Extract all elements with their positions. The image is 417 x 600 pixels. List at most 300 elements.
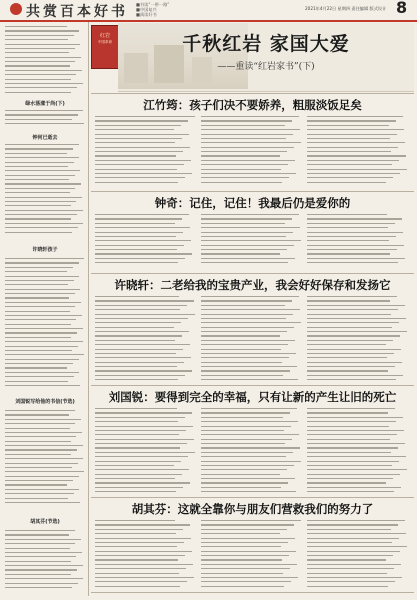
text-line xyxy=(5,74,76,75)
text-line xyxy=(307,296,397,297)
text-line xyxy=(5,458,83,459)
text-line xyxy=(201,443,285,444)
text-line xyxy=(5,454,71,455)
text-line xyxy=(5,114,78,115)
text-line xyxy=(95,227,190,228)
text-line xyxy=(95,474,182,475)
text-line xyxy=(201,366,297,367)
text-line xyxy=(201,182,282,183)
text-line xyxy=(5,44,80,45)
text-line xyxy=(201,417,283,418)
text-line xyxy=(307,240,389,241)
text-line xyxy=(307,331,407,332)
text-line xyxy=(5,372,79,373)
text-line xyxy=(5,166,68,167)
sidebar-box xyxy=(3,394,87,512)
issue-meta: 2021年4月22日 星期四 责任编辑 版式设计 xyxy=(305,6,387,11)
text-line xyxy=(307,262,398,263)
text-line xyxy=(5,192,70,193)
text-line xyxy=(201,379,298,380)
article-headline: 刘国锐：要得到完全的幸福，只有让新的产生让旧的死亡 xyxy=(108,390,397,404)
text-line xyxy=(201,426,291,427)
text-line xyxy=(201,478,295,479)
text-line xyxy=(307,142,405,143)
text-line xyxy=(5,201,76,202)
book-cover-image xyxy=(91,25,119,69)
text-line xyxy=(307,520,405,521)
text-line xyxy=(5,530,75,531)
text-line xyxy=(95,447,180,448)
text-line xyxy=(307,177,393,178)
text-line xyxy=(201,335,280,336)
text-line xyxy=(201,125,285,126)
text-line xyxy=(307,482,386,483)
text-line xyxy=(307,564,401,565)
text-line xyxy=(201,452,293,453)
text-line xyxy=(307,375,403,376)
text-line xyxy=(201,487,281,488)
text-line xyxy=(5,561,71,562)
text-line xyxy=(95,375,185,376)
text-line xyxy=(201,160,295,161)
text-line xyxy=(201,142,301,143)
article xyxy=(91,497,414,593)
text-line xyxy=(201,482,288,483)
text-line xyxy=(307,125,389,126)
text-line xyxy=(5,258,84,259)
text-line xyxy=(201,155,280,156)
text-line xyxy=(95,349,183,350)
text-line xyxy=(5,436,76,437)
text-line xyxy=(307,253,390,254)
book-cover-subtitle: 中国革命 xyxy=(98,40,112,44)
text-line xyxy=(5,315,82,316)
text-line xyxy=(201,322,301,323)
text-line xyxy=(95,443,187,444)
text-line xyxy=(201,529,287,530)
text-line xyxy=(307,456,406,457)
text-line xyxy=(307,218,402,219)
text-line xyxy=(95,524,190,525)
text-line xyxy=(95,344,190,345)
text-lines xyxy=(5,258,85,389)
text-line xyxy=(95,173,192,174)
text-line xyxy=(201,314,293,315)
text-line xyxy=(95,456,188,457)
text-line xyxy=(95,218,182,219)
text-line xyxy=(95,314,195,315)
text-line xyxy=(201,538,295,539)
text-line xyxy=(95,439,194,440)
text-line xyxy=(307,469,407,470)
text-line xyxy=(307,300,390,301)
text-line xyxy=(5,157,79,158)
page-header xyxy=(0,0,417,22)
feature-banner xyxy=(118,23,414,92)
text-line xyxy=(5,578,83,579)
text-line xyxy=(307,309,398,310)
text-line xyxy=(5,119,72,120)
text-line xyxy=(5,92,71,93)
text-line xyxy=(201,262,288,263)
text-line xyxy=(5,52,69,53)
text-line xyxy=(307,138,390,139)
text-line xyxy=(5,210,83,211)
text-line xyxy=(201,116,299,117)
text-line xyxy=(5,87,77,88)
text-line xyxy=(201,573,283,574)
text-line xyxy=(95,160,191,161)
text-line xyxy=(95,366,177,367)
text-line xyxy=(5,26,67,27)
text-line xyxy=(5,83,83,84)
text-line xyxy=(5,423,75,424)
text-line xyxy=(5,419,81,420)
text-column xyxy=(201,408,302,496)
text-column xyxy=(201,296,302,384)
text-line xyxy=(307,559,386,560)
text-column xyxy=(307,116,408,186)
text-line xyxy=(307,430,404,431)
text-line xyxy=(201,327,294,328)
text-line xyxy=(95,491,176,492)
text-line xyxy=(5,467,72,468)
text-line xyxy=(95,421,178,422)
text-line xyxy=(5,410,75,411)
text-line xyxy=(95,182,178,183)
text-line xyxy=(5,449,77,450)
text-line xyxy=(201,318,286,319)
text-line xyxy=(95,249,177,250)
header-tag: ■书读“一带一路” xyxy=(136,2,170,7)
text-line xyxy=(307,465,392,466)
text-line xyxy=(5,385,80,386)
text-line xyxy=(5,144,79,145)
header-tags xyxy=(136,2,169,18)
text-line xyxy=(201,456,286,457)
text-line xyxy=(95,240,191,241)
text-line xyxy=(307,555,393,556)
text-line xyxy=(5,205,71,206)
text-line xyxy=(95,357,191,358)
text-line xyxy=(5,441,71,442)
text-column xyxy=(95,520,196,590)
text-line xyxy=(307,452,391,453)
text-line xyxy=(95,426,193,427)
text-line xyxy=(201,305,285,306)
text-line xyxy=(307,164,392,165)
text-line xyxy=(201,177,289,178)
text-line xyxy=(201,533,280,534)
text-line xyxy=(201,353,296,354)
text-line xyxy=(5,30,79,31)
text-line xyxy=(201,340,295,341)
text-line xyxy=(307,426,389,427)
text-line xyxy=(307,129,404,130)
text-line xyxy=(5,587,72,588)
text-line xyxy=(201,439,292,440)
text-line xyxy=(201,564,297,565)
text-line xyxy=(201,236,286,237)
text-line xyxy=(5,61,75,62)
text-line xyxy=(307,182,386,183)
article xyxy=(91,93,414,190)
text-line xyxy=(201,581,291,582)
text-line xyxy=(5,197,82,198)
text-line xyxy=(201,461,301,462)
text-line xyxy=(201,134,293,135)
text-lines xyxy=(5,410,85,506)
text-line xyxy=(307,491,394,492)
text-line xyxy=(5,381,68,382)
text-line xyxy=(95,296,179,297)
text-line xyxy=(307,169,407,170)
newspaper-logo-icon xyxy=(10,3,22,15)
text-line xyxy=(307,474,400,475)
text-line xyxy=(5,583,78,584)
text-line xyxy=(95,253,192,254)
text-line xyxy=(5,70,82,71)
text-line xyxy=(201,258,295,259)
text-line xyxy=(201,375,283,376)
text-line xyxy=(307,249,397,250)
text-line xyxy=(95,586,180,587)
text-line xyxy=(307,155,406,156)
text-line xyxy=(307,120,396,121)
text-line xyxy=(5,539,81,540)
text-line xyxy=(95,147,190,148)
text-line xyxy=(5,574,71,575)
text-line xyxy=(95,487,183,488)
text-line xyxy=(5,188,75,189)
text-line xyxy=(5,463,78,464)
text-line xyxy=(5,543,75,544)
text-line xyxy=(5,293,75,294)
text-line xyxy=(307,379,396,380)
text-line xyxy=(201,568,290,569)
text-line xyxy=(5,35,74,36)
text-line xyxy=(5,480,73,481)
text-line xyxy=(5,262,79,263)
text-line xyxy=(5,227,78,228)
text-line xyxy=(201,240,301,241)
text-line xyxy=(5,432,82,433)
text-line xyxy=(95,120,188,121)
text-line xyxy=(95,408,177,409)
text-line xyxy=(201,524,294,525)
text-column xyxy=(307,214,408,267)
text-line xyxy=(5,39,68,40)
text-line xyxy=(5,179,69,180)
text-line xyxy=(307,223,395,224)
text-line xyxy=(5,552,82,553)
sidebar-box xyxy=(3,130,87,240)
text-line xyxy=(201,408,297,409)
text-line xyxy=(95,116,195,117)
text-line xyxy=(201,249,287,250)
text-line xyxy=(307,151,391,152)
text-column xyxy=(95,116,196,186)
text-line xyxy=(5,471,84,472)
text-line xyxy=(201,214,299,215)
text-line xyxy=(95,478,175,479)
text-line xyxy=(307,586,388,587)
text-line xyxy=(5,328,83,329)
text-line xyxy=(307,538,399,539)
text-line xyxy=(307,478,393,479)
text-line xyxy=(201,577,298,578)
text-lines xyxy=(5,26,85,96)
text-line xyxy=(5,428,70,429)
text-line xyxy=(5,445,83,446)
text-line xyxy=(5,346,78,347)
text-line xyxy=(5,48,75,49)
text-line xyxy=(95,245,184,246)
book-cover-title: 红岩 xyxy=(99,33,110,39)
text-column xyxy=(201,520,302,590)
text-line xyxy=(201,227,300,228)
text-line xyxy=(201,344,288,345)
text-line xyxy=(5,376,74,377)
text-line xyxy=(95,232,183,233)
text-line xyxy=(201,129,300,130)
text-line xyxy=(5,341,83,342)
text-line xyxy=(307,408,395,409)
text-line xyxy=(201,138,286,139)
text-column xyxy=(95,408,196,496)
text-line xyxy=(5,414,69,415)
text-line xyxy=(307,134,397,135)
article-headline: 钟奇：记住，记住！我最后仍是爱你的 xyxy=(154,196,351,210)
text-line xyxy=(95,529,183,530)
text-line xyxy=(5,498,68,499)
text-lines xyxy=(5,110,85,128)
text-line xyxy=(307,551,400,552)
text-line xyxy=(201,465,294,466)
text-line xyxy=(307,568,394,569)
text-line xyxy=(5,57,81,58)
text-line xyxy=(95,155,176,156)
text-line xyxy=(95,452,195,453)
text-line xyxy=(5,502,80,503)
text-line xyxy=(5,271,67,272)
text-column xyxy=(201,214,302,267)
text-line xyxy=(5,280,74,281)
text-line xyxy=(307,546,407,547)
text-line xyxy=(95,461,181,462)
text-line xyxy=(5,297,69,298)
text-line xyxy=(95,546,177,547)
text-line xyxy=(307,245,404,246)
text-line xyxy=(307,314,391,315)
text-line xyxy=(5,284,68,285)
text-line xyxy=(307,421,396,422)
text-line xyxy=(201,412,290,413)
text-line xyxy=(5,276,79,277)
text-line xyxy=(95,327,174,328)
text-line xyxy=(307,357,387,358)
sidebar-box-title: 刘国锐写给他的书信(节选) xyxy=(15,399,75,405)
text-line xyxy=(201,120,292,121)
text-line xyxy=(307,353,394,354)
text-line xyxy=(95,142,175,143)
header-tag: ■中国复兴 xyxy=(136,7,157,13)
text-line xyxy=(307,344,386,345)
text-line xyxy=(95,151,183,152)
text-line xyxy=(95,551,192,552)
text-line xyxy=(95,542,184,543)
text-line xyxy=(5,556,76,557)
text-line xyxy=(307,340,393,341)
text-line xyxy=(95,134,189,135)
text-line xyxy=(307,236,396,237)
text-line xyxy=(307,439,390,440)
text-line xyxy=(95,305,187,306)
text-line xyxy=(307,214,387,215)
text-line xyxy=(307,258,405,259)
text-line xyxy=(5,175,75,176)
text-line xyxy=(5,289,80,290)
sidebar-box-title: 绿水荡漾于尚(下) xyxy=(25,101,65,107)
text-line xyxy=(95,533,176,534)
text-column xyxy=(307,520,408,590)
text-line xyxy=(307,529,391,530)
text-line xyxy=(201,164,288,165)
text-line xyxy=(307,524,398,525)
text-line xyxy=(95,482,190,483)
text-line xyxy=(201,491,296,492)
text-line xyxy=(95,331,189,332)
text-line xyxy=(307,443,405,444)
column-title: 共赏百本好书 xyxy=(26,4,128,20)
text-line xyxy=(95,335,182,336)
text-line xyxy=(201,559,282,560)
text-line xyxy=(5,223,83,224)
sidebar-box xyxy=(3,242,87,392)
text-line xyxy=(201,296,299,297)
text-line xyxy=(5,232,72,233)
text-line xyxy=(201,421,298,422)
text-line xyxy=(5,302,81,303)
text-line xyxy=(5,484,67,485)
text-line xyxy=(307,349,401,350)
text-line xyxy=(307,447,398,448)
text-line xyxy=(5,337,71,338)
text-line xyxy=(307,173,400,174)
text-line xyxy=(307,533,406,534)
text-line xyxy=(5,183,81,184)
text-line xyxy=(201,447,300,448)
text-line xyxy=(307,362,402,363)
text-line xyxy=(201,546,281,547)
article-headline: 江竹筠：孩子们决不要娇养，粗服淡饭足矣 xyxy=(143,98,362,112)
text-line xyxy=(201,370,290,371)
text-line xyxy=(5,493,74,494)
text-line xyxy=(201,151,287,152)
text-line xyxy=(201,245,294,246)
page-number: 8 xyxy=(396,0,408,17)
text-line xyxy=(5,565,83,566)
sidebar-box-title: 钟何已逝去 xyxy=(32,135,58,141)
text-line xyxy=(95,340,175,341)
text-line xyxy=(307,327,392,328)
sidebar-box xyxy=(3,22,87,128)
text-line xyxy=(307,227,388,228)
text-line xyxy=(307,322,399,323)
text-line xyxy=(307,305,405,306)
text-line xyxy=(201,469,287,470)
text-line xyxy=(5,79,71,80)
